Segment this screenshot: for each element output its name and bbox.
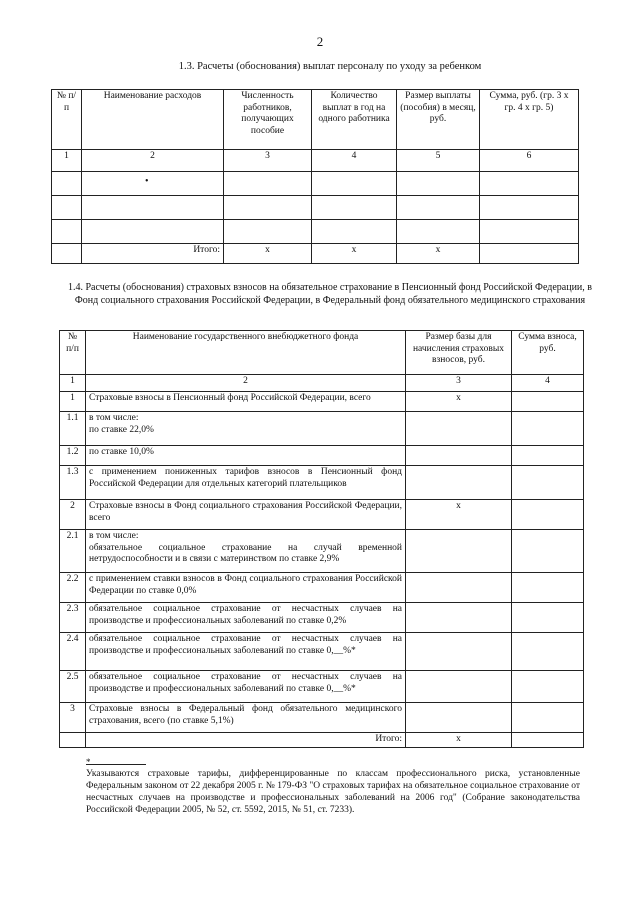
row-base bbox=[406, 530, 512, 573]
row-base bbox=[406, 573, 512, 603]
col-number: 4 bbox=[512, 375, 584, 392]
row-base bbox=[406, 466, 512, 500]
row-number: 2.2 bbox=[60, 573, 86, 603]
table-row bbox=[60, 466, 584, 500]
footnote-divider bbox=[86, 764, 146, 765]
childcare-payments-table bbox=[51, 89, 579, 264]
table-row bbox=[60, 530, 584, 573]
row-base bbox=[406, 703, 512, 733]
col-number: 3 bbox=[406, 375, 512, 392]
table-row bbox=[60, 446, 584, 466]
row-name: Страховые взносы в Фонд социального страхования Российской Федерации, всего bbox=[86, 500, 406, 530]
total-row bbox=[52, 244, 579, 264]
col-number: 1 bbox=[60, 375, 86, 392]
column-number-row bbox=[52, 150, 579, 172]
row-base bbox=[406, 633, 512, 671]
header-cell: Сумма взноса, руб. bbox=[512, 331, 584, 375]
total-x: x bbox=[397, 244, 480, 264]
total-base: x bbox=[406, 733, 512, 748]
table-row bbox=[60, 633, 584, 671]
table-row bbox=[60, 671, 584, 703]
row-base bbox=[406, 446, 512, 466]
row-sum bbox=[512, 671, 584, 703]
row-number: 1.3 bbox=[60, 466, 86, 500]
row-base bbox=[406, 412, 512, 446]
header-cell: Наименование расходов bbox=[82, 90, 224, 150]
table-row bbox=[60, 603, 584, 633]
row-number: 1 bbox=[60, 392, 86, 412]
row-name: в том числе: по ставке 22,0% bbox=[86, 412, 406, 446]
table-row bbox=[52, 172, 579, 196]
total-row bbox=[60, 733, 584, 748]
header-cell: Количество выплат в год на одного работника bbox=[312, 90, 397, 150]
row-sum bbox=[512, 446, 584, 466]
row-sum bbox=[512, 703, 584, 733]
table-row bbox=[60, 500, 584, 530]
row-base: x bbox=[406, 500, 512, 530]
section-1-title: 1.3. Расчеты (обоснования) выплат персоналу по уходу за ребенком bbox=[178, 61, 482, 72]
row-base bbox=[406, 603, 512, 633]
row-number: 1.2 bbox=[60, 446, 86, 466]
col-number: 2 bbox=[86, 375, 406, 392]
insurance-contributions-table bbox=[59, 330, 584, 748]
row-sum bbox=[512, 530, 584, 573]
row-name: обязательное социальное страхование от несчастных случаев на производстве и профессиональных заболеваний по ставке 0,2% bbox=[86, 603, 406, 633]
total-label: Итого: bbox=[86, 733, 406, 748]
header-cell: Численность работников, получающих пособие bbox=[224, 90, 312, 150]
table-row bbox=[60, 703, 584, 733]
table-row bbox=[60, 392, 584, 412]
row-sum bbox=[512, 412, 584, 446]
header-cell: Размер базы для начисления страховых взносов, руб. bbox=[406, 331, 512, 375]
col-number: 4 bbox=[312, 150, 397, 172]
footnote-text: Указываются страховые тарифы, дифференцированные по классам профессионального риска, установленные Федеральным законом от 22 декабря 2005 г. № 179-ФЗ "О страховых тарифах на обязательное социальное страхование от несчастных случаев на производстве и профессиональных заболеваний на 2006 год" (Собрание законодательства Российской Федерации 2005, № 52, ст. 5592, 2015, № 51, ст. 7233). bbox=[86, 769, 580, 815]
row-sum bbox=[512, 392, 584, 412]
row-name: с применением пониженных тарифов взносов в Пенсионный фонд Российской Федерации для отдельных категорий плательщиков bbox=[86, 466, 406, 500]
row-name: с применением ставки взносов в Фонд социального страхования Российской Федерации по ставке 0,0% bbox=[86, 573, 406, 603]
table-row bbox=[60, 573, 584, 603]
stray-mark: • bbox=[145, 176, 149, 187]
header-cell: Размер выплаты (пособия) в месяц, руб. bbox=[397, 90, 480, 150]
row-number: 2 bbox=[60, 500, 86, 530]
row-base: x bbox=[406, 392, 512, 412]
table-row bbox=[60, 412, 584, 446]
row-number: 2.3 bbox=[60, 603, 86, 633]
col-number: 5 bbox=[397, 150, 480, 172]
row-number: 3 bbox=[60, 703, 86, 733]
col-number: 3 bbox=[224, 150, 312, 172]
row-number: 1.1 bbox=[60, 412, 86, 446]
row-name: обязательное социальное страхование от несчастных случаев на производстве и профессиональных заболеваний по ставке 0,__%* bbox=[86, 633, 406, 671]
row-number: 2.5 bbox=[60, 671, 86, 703]
row-sum bbox=[512, 633, 584, 671]
footnote-star: * bbox=[86, 757, 91, 767]
row-name: обязательное социальное страхование от несчастных случаев на производстве и профессиональных заболеваний по ставке 0,__%* bbox=[86, 671, 406, 703]
page-number: 2 bbox=[316, 34, 324, 49]
table-header-row bbox=[52, 90, 579, 150]
row-sum bbox=[512, 466, 584, 500]
row-sum bbox=[512, 603, 584, 633]
row-number: 2.1 bbox=[60, 530, 86, 573]
table-header-row bbox=[60, 331, 584, 375]
total-label: Итого: bbox=[82, 244, 224, 264]
table-row bbox=[52, 196, 579, 220]
header-cell: Сумма, руб. (гр. 3 x гр. 4 x гр. 5) bbox=[480, 90, 579, 150]
row-base bbox=[406, 671, 512, 703]
col-number: 2 bbox=[82, 150, 224, 172]
row-name: Страховые взносы в Федеральный фонд обязательного медицинского страхования, всего (по ставке 5,1%) bbox=[86, 703, 406, 733]
row-name: Страховые взносы в Пенсионный фонд Российской Федерации, всего bbox=[86, 392, 406, 412]
col-number: 6 bbox=[480, 150, 579, 172]
table-row bbox=[52, 220, 579, 244]
row-name: по ставке 10,0% bbox=[86, 446, 406, 466]
column-number-row bbox=[60, 375, 584, 392]
header-cell: Наименование государственного внебюджетного фонда bbox=[86, 331, 406, 375]
header-cell: № п/п bbox=[52, 90, 82, 150]
total-x: x bbox=[224, 244, 312, 264]
row-number: 2.4 bbox=[60, 633, 86, 671]
col-number: 1 bbox=[52, 150, 82, 172]
section-2-title: 1.4. Расчеты (обоснования) страховых взносов на обязательное страхование в Пенсионный фонд Российской Федерации, в Фонд социального страхования Российской Федерации, в Федеральный фонд обязательного медицинского страхования bbox=[67, 282, 592, 306]
row-name: в том числе: обязательное социальное страхование на случай временной нетрудоспособности и в связи с материнством по ставке 2,9% bbox=[86, 530, 406, 573]
total-x: x bbox=[312, 244, 397, 264]
header-cell: № п/п bbox=[60, 331, 86, 375]
row-sum bbox=[512, 500, 584, 530]
row-sum bbox=[512, 573, 584, 603]
